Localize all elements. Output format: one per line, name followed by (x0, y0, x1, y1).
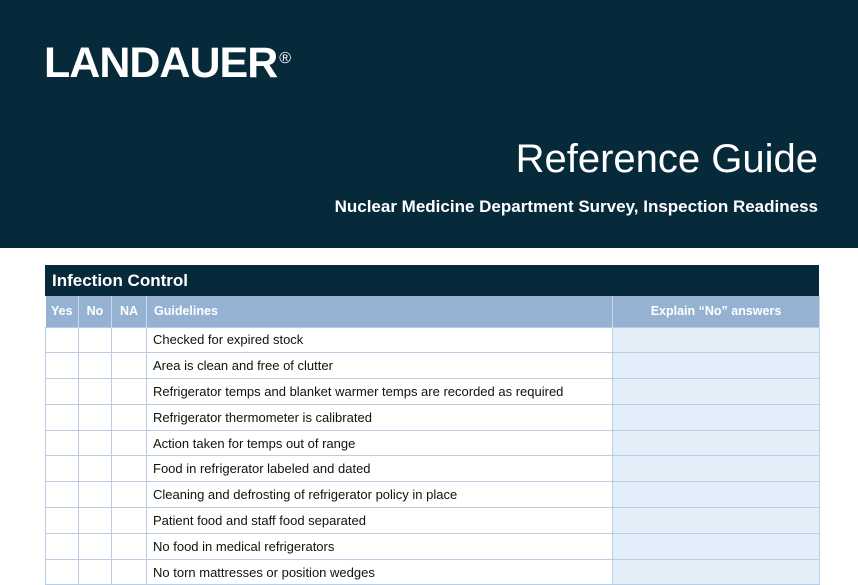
checkbox-cell-na[interactable] (112, 559, 147, 585)
checkbox-cell-no[interactable] (79, 559, 112, 585)
checkbox-cell-no[interactable] (79, 456, 112, 482)
explain-cell[interactable] (613, 559, 820, 585)
explain-cell[interactable] (613, 533, 820, 559)
checkbox-cell-yes[interactable] (46, 559, 79, 585)
checkbox-cell-no[interactable] (79, 353, 112, 379)
checkbox-cell-yes[interactable] (46, 353, 79, 379)
explain-cell[interactable] (613, 456, 820, 482)
explain-cell[interactable] (613, 404, 820, 430)
checkbox-cell-no[interactable] (79, 327, 112, 353)
checkbox-cell-no[interactable] (79, 430, 112, 456)
checklist-body (46, 327, 820, 585)
table-row (46, 508, 820, 534)
guideline-text: Patient food and staff food separated (147, 508, 613, 534)
checkbox-cell-yes[interactable] (46, 379, 79, 405)
explain-cell[interactable] (613, 508, 820, 534)
checkbox-cell-no[interactable] (79, 379, 112, 405)
checkbox-cell-na[interactable] (112, 456, 147, 482)
table-row (46, 379, 820, 405)
checkbox-cell-yes[interactable] (46, 456, 79, 482)
checkbox-cell-na[interactable] (112, 404, 147, 430)
registered-mark: ® (279, 50, 291, 67)
explain-cell[interactable] (613, 482, 820, 508)
company-logo (44, 38, 290, 88)
explain-cell[interactable] (613, 379, 820, 405)
checkbox-cell-yes[interactable] (46, 430, 79, 456)
checkbox-cell-yes[interactable] (46, 533, 79, 559)
page-title: Reference Guide (515, 137, 818, 181)
guideline-text: Action taken for temps out of range (147, 430, 613, 456)
checklist-table (45, 296, 820, 585)
guideline-text: No food in medical refrigerators (147, 533, 613, 559)
table-row (46, 327, 820, 353)
checkbox-cell-no[interactable] (79, 508, 112, 534)
checkbox-cell-na[interactable] (112, 327, 147, 353)
guideline-text: Refrigerator thermometer is calibrated (147, 404, 613, 430)
checkbox-cell-yes[interactable] (46, 404, 79, 430)
column-header-yes: Yes (46, 296, 79, 327)
section-title: Infection Control (45, 265, 819, 296)
column-header-explain: Explain “No” answers (613, 296, 820, 327)
table-row (46, 404, 820, 430)
checkbox-cell-no[interactable] (79, 482, 112, 508)
logo-text: LANDAUER (44, 39, 278, 87)
page-header (0, 0, 858, 248)
table-row (46, 559, 820, 585)
checkbox-cell-na[interactable] (112, 533, 147, 559)
checkbox-cell-na[interactable] (112, 430, 147, 456)
guideline-text: Area is clean and free of clutter (147, 353, 613, 379)
guideline-text: Food in refrigerator labeled and dated (147, 456, 613, 482)
column-header-row (46, 296, 820, 327)
checkbox-cell-na[interactable] (112, 379, 147, 405)
explain-cell[interactable] (613, 430, 820, 456)
explain-cell[interactable] (613, 353, 820, 379)
column-header-guidelines: Guidelines (147, 296, 613, 327)
column-header-no: No (79, 296, 112, 327)
checkbox-cell-na[interactable] (112, 482, 147, 508)
checkbox-cell-yes[interactable] (46, 508, 79, 534)
column-header-na: NA (112, 296, 147, 327)
guideline-text: No torn mattresses or position wedges (147, 559, 613, 585)
page-subtitle: Nuclear Medicine Department Survey, Inspection Readiness (334, 197, 818, 216)
guideline-text: Checked for expired stock (147, 327, 613, 353)
table-row (46, 353, 820, 379)
explain-cell[interactable] (613, 327, 820, 353)
checkbox-cell-yes[interactable] (46, 482, 79, 508)
guideline-text: Cleaning and defrosting of refrigerator policy in place (147, 482, 613, 508)
table-row (46, 482, 820, 508)
checkbox-cell-yes[interactable] (46, 327, 79, 353)
guideline-text: Refrigerator temps and blanket warmer temps are recorded as required (147, 379, 613, 405)
checkbox-cell-no[interactable] (79, 533, 112, 559)
checkbox-cell-no[interactable] (79, 404, 112, 430)
checkbox-cell-na[interactable] (112, 353, 147, 379)
table-row (46, 533, 820, 559)
checkbox-cell-na[interactable] (112, 508, 147, 534)
checklist-section (45, 265, 819, 585)
table-row (46, 456, 820, 482)
table-row (46, 430, 820, 456)
